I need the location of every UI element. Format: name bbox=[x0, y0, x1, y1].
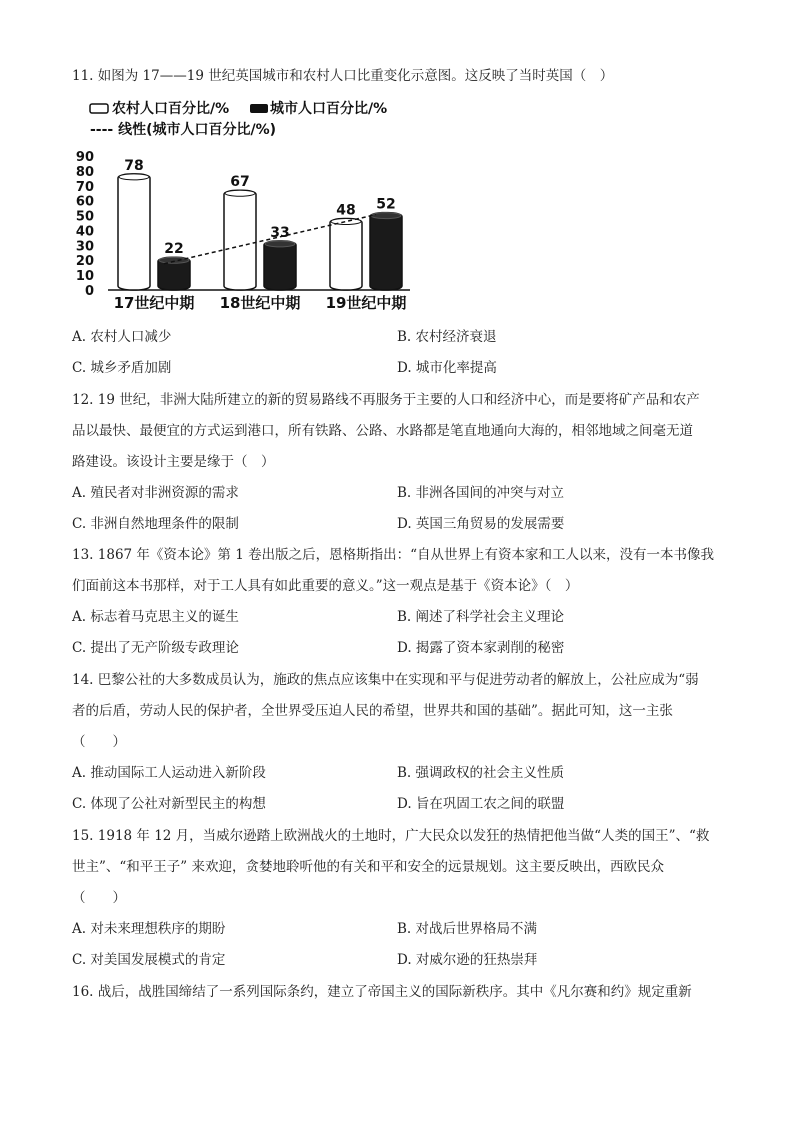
q12-option-c[interactable]: C. 非洲自然地理条件的限制 bbox=[72, 516, 239, 532]
bar-rural-cap bbox=[225, 190, 255, 196]
data-label: 67 bbox=[230, 174, 250, 191]
q11-option-b[interactable]: B. 农村经济衰退 bbox=[397, 329, 497, 345]
q11-option-a[interactable]: A. 农村人口减少 bbox=[72, 329, 172, 345]
q12-stem-line: 12. 19 世纪，非洲大陆所建立的新的贸易路线不再服务于主要的人口和经济中心，而是要将矿产品和农产 bbox=[72, 392, 700, 408]
data-label: 52 bbox=[376, 196, 396, 213]
q11-stem: 11. 如图为 17——19 世纪英国城市和农村人口比重变化示意图。这反映了当时英国（ ） bbox=[72, 68, 614, 84]
x-tick-label: 18世纪中期 bbox=[219, 294, 301, 312]
q14-stem-line: （ ） bbox=[72, 734, 126, 750]
data-label: 78 bbox=[124, 157, 144, 174]
q15-option-c[interactable]: C. 对美国发展模式的肯定 bbox=[72, 952, 226, 968]
y-tick-label: 0 bbox=[84, 284, 94, 299]
bar-rural bbox=[224, 190, 256, 290]
y-tick-label: 30 bbox=[75, 239, 94, 255]
x-axis-labels bbox=[114, 294, 407, 312]
q13-option-b[interactable]: B. 阐述了科学社会主义理论 bbox=[397, 609, 565, 625]
q12-option-d[interactable]: D. 英国三角贸易的发展需要 bbox=[397, 516, 565, 532]
bar-urban bbox=[370, 213, 402, 290]
q15-option-a[interactable]: A. 对未来理想秩序的期盼 bbox=[72, 921, 226, 937]
q11-option-c[interactable]: C. 城乡矛盾加剧 bbox=[72, 360, 172, 376]
q14-option-c[interactable]: C. 体现了公社对新型民主的构想 bbox=[72, 796, 266, 812]
y-tick-label: 50 bbox=[75, 209, 94, 225]
q13-option-d[interactable]: D. 揭露了资本家剥削的秘密 bbox=[397, 640, 565, 656]
data-label: 22 bbox=[164, 241, 184, 258]
q14-option-d[interactable]: D. 旨在巩固工农之间的联盟 bbox=[397, 796, 565, 812]
legend-urban-swatch bbox=[250, 104, 268, 113]
population-chart bbox=[60, 96, 420, 318]
y-axis-ticks bbox=[76, 150, 94, 299]
bar-urban-cap bbox=[371, 213, 401, 219]
legend-rural-label: 农村人口百分比/% bbox=[112, 101, 230, 117]
q12-option-b[interactable]: B. 非洲各国间的冲突与对立 bbox=[397, 485, 565, 501]
bar-urban-cap bbox=[159, 257, 189, 263]
data-label: 33 bbox=[270, 224, 290, 241]
q12-option-a[interactable]: A. 殖民者对非洲资源的需求 bbox=[72, 485, 239, 501]
y-tick-label: 90 bbox=[75, 150, 94, 165]
y-tick-label: 10 bbox=[75, 269, 94, 285]
q16-stem-line: 16. 战后，战胜国缔结了一系列国际条约，建立了帝国主义的国际新秩序。其中《凡尔赛和约》规定重新 bbox=[72, 984, 692, 1000]
q15-stem-line: （ ） bbox=[72, 890, 126, 906]
data-label: 48 bbox=[336, 202, 356, 219]
q15-stem-line: 15. 1918 年 12 月，当威尔逊踏上欧洲战火的土地时，广大民众以发狂的热情把他当做“人类的国王”、“救 bbox=[72, 828, 710, 844]
x-tick-label: 19世纪中期 bbox=[325, 294, 407, 312]
q15-stem-line: 世主”、“和平王子” 来欢迎，贪婪地聆听他的有关和平和安全的远景规划。这主要反映出，西欧民众 bbox=[72, 859, 664, 875]
y-tick-label: 40 bbox=[75, 224, 94, 240]
y-tick-label: 60 bbox=[75, 194, 94, 210]
q15-option-d[interactable]: D. 对威尔逊的狂热崇拜 bbox=[397, 952, 538, 968]
bar-urban-cap bbox=[265, 241, 295, 247]
q15-option-b[interactable]: B. 对战后世界格局不满 bbox=[397, 921, 538, 937]
q14-option-b[interactable]: B. 强调政权的社会主义性质 bbox=[397, 765, 565, 781]
chart-legend bbox=[90, 100, 387, 138]
bar-rural bbox=[118, 174, 150, 290]
bar-rural-cap bbox=[119, 174, 149, 180]
x-tick-label: 17世纪中期 bbox=[113, 294, 195, 312]
y-tick-label: 70 bbox=[75, 179, 94, 195]
y-tick-label: 80 bbox=[75, 164, 94, 180]
legend-rural-swatch bbox=[90, 104, 108, 113]
bar-urban bbox=[264, 241, 296, 290]
q14-stem-line: 者的后盾，劳动人民的保护者，全世界受压迫人民的希望，世界共和国的基础”。据此可知，这一主张 bbox=[72, 703, 673, 719]
y-tick-label: 20 bbox=[75, 254, 94, 270]
q12-stem-line: 路建设。该设计主要是缘于（ ） bbox=[72, 454, 275, 470]
q13-stem-line: 13. 1867 年《资本论》第 1 卷出版之后，恩格斯指出：“自从世界上有资本家和工人以来，没有一本书像我 bbox=[72, 547, 714, 563]
bars bbox=[118, 158, 402, 290]
q13-stem-line: 们面前这本书那样，对于工人具有如此重要的意义。”这一观点是基于《资本论》（ ） bbox=[72, 578, 579, 594]
legend-trendline-label: ---- 线性(城市人口百分比/%) bbox=[90, 122, 277, 138]
q14-option-a[interactable]: A. 推动国际工人运动进入新阶段 bbox=[72, 765, 266, 781]
q13-option-c[interactable]: C. 提出了无产阶级专政理论 bbox=[72, 640, 239, 656]
bar-rural bbox=[330, 219, 362, 290]
q11-option-d[interactable]: D. 城市化率提高 bbox=[397, 360, 497, 376]
q14-stem-line: 14. 巴黎公社的大多数成员认为，施政的焦点应该集中在实现和平与促进劳动者的解放上，公社应成为“弱 bbox=[72, 672, 699, 688]
q12-stem-line: 品以最快、最便宜的方式运到港口，所有铁路、公路、水路都是笔直地通向大海的，相邻地域之间毫无道 bbox=[72, 423, 693, 439]
legend-urban-label: 城市人口百分比/% bbox=[270, 101, 388, 117]
q13-option-a[interactable]: A. 标志着马克思主义的诞生 bbox=[72, 609, 239, 625]
